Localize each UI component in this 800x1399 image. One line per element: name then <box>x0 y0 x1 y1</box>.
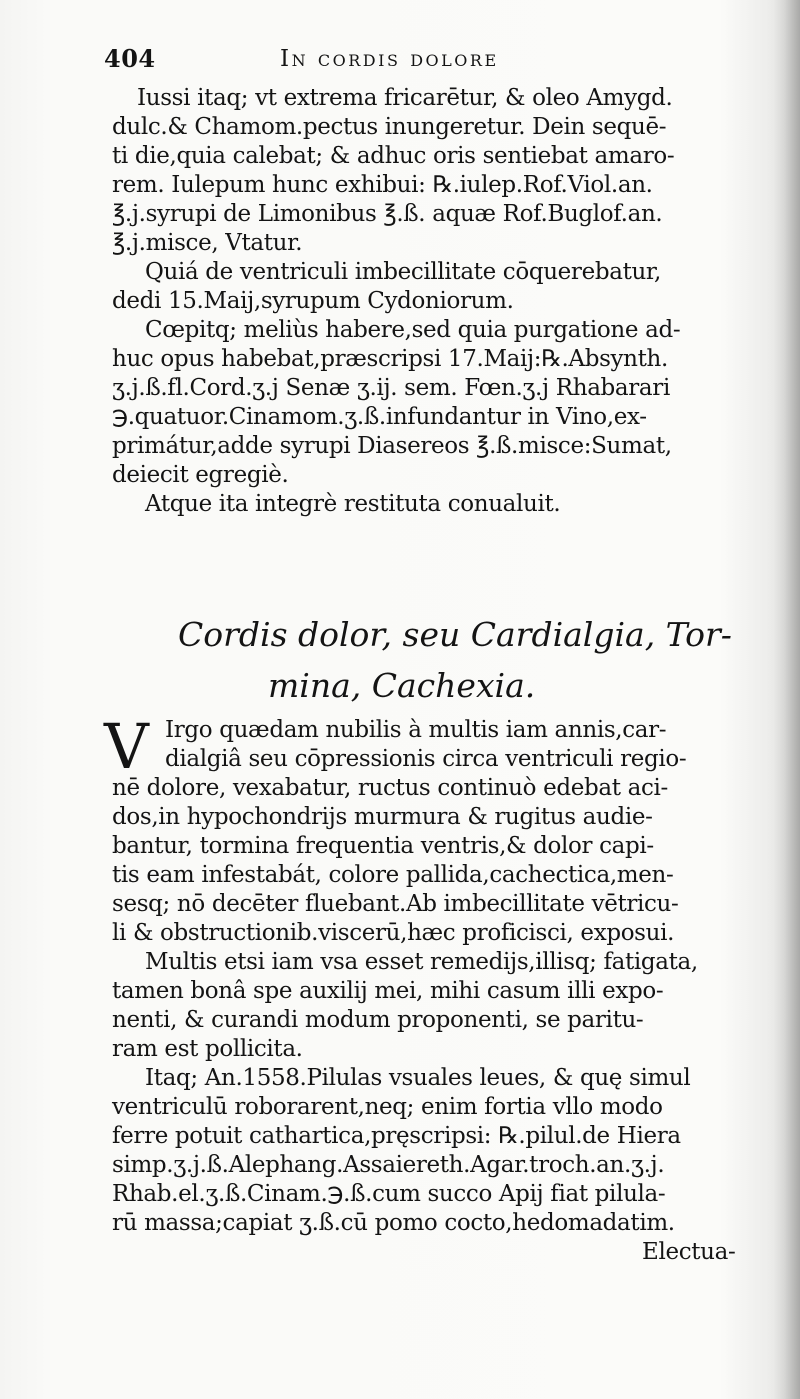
running-title: In cordis dolore <box>280 46 499 72</box>
text-line: Itaq; An.1558.Pilulas vsuales leues, & quę simul <box>145 1065 691 1091</box>
text-line: nē dolore, vexabatur, ructus continuò edebat aci- <box>112 775 668 801</box>
page-number: 404 <box>104 44 156 73</box>
text-line: simp.ʒ.j.ß.Alephang.Assaiereth.Agar.troch.an.ʒ.j. <box>112 1152 665 1178</box>
text-line: ʒ.j.ß.fl.Cord.ʒ.j Senæ ʒ.ij. sem. Fœn.ʒ.j Rhabarari <box>112 375 670 401</box>
text-line: ℈.quatuor.Cinamom.ʒ.ß.infundantur in Vino,ex- <box>112 404 647 430</box>
section-heading-line: Cordis dolor, seu Cardialgia, Tor- <box>178 615 732 654</box>
text-line: Quiá de ventriculi imbecillitate cōquerebatur, <box>145 259 661 285</box>
text-line: Rhab.el.ʒ.ß.Cinam.℈.ß.cum succo Apij fiat pilula- <box>112 1181 666 1207</box>
page-header <box>104 44 744 84</box>
text-line: Multis etsi iam vsa esset remedijs,illisq; fatigata, <box>145 949 698 975</box>
section-heading-line: mina, Cachexia. <box>268 666 536 705</box>
text-line: ti die,quia calebat; & adhuc oris sentiebat amaro- <box>112 143 675 169</box>
text-line: nenti, & curandi modum proponenti, se paritu- <box>112 1007 644 1033</box>
text-line: tamen bonâ spe auxilij mei, mihi casum illi expo- <box>112 978 664 1004</box>
text-line: tis eam infestabát, colore pallida,cachectica,men- <box>112 862 674 888</box>
text-line: ventriculū roborarent,neq; enim fortia vllo modo <box>112 1094 663 1120</box>
drop-capital: V <box>104 710 149 783</box>
text-line: bantur, tormina frequentia ventris,& dolor capi- <box>112 833 654 859</box>
text-line: Atque ita integrè restituta conualuit. <box>145 491 561 517</box>
text-line: Iussi itaq; vt extrema fricarētur, & oleo Amygd. <box>137 85 673 111</box>
text-line: li & obstructionib.viscerū,hæc proficisci, exposui. <box>112 920 675 946</box>
text-line: rū massa;capiat ʒ.ß.cū pomo cocto,hedomadatim. <box>112 1210 675 1236</box>
text-line: ram est pollicita. <box>112 1036 303 1062</box>
text-line: huc opus habebat,præscripsi 17.Maij:℞.Absynth. <box>112 346 668 372</box>
text-line: ℥.j.misce, Vtatur. <box>112 230 303 256</box>
text-line: dulc.& Chamom.pectus inungeretur. Dein sequē- <box>112 114 667 140</box>
text-line: dialgiâ seu cōpressionis circa ventriculi regio- <box>165 746 687 772</box>
text-line: ferre potuit cathartica,pręscripsi: ℞.pilul.de Hiera <box>112 1123 681 1149</box>
text-line: deiecit egregiè. <box>112 462 289 488</box>
text-line: dedi 15.Maij,syrupum Cydoniorum. <box>112 288 514 314</box>
text-line: Irgo quædam nubilis à multis iam annis,car- <box>165 717 667 743</box>
text-line: ℥.j.syrupi de Limonibus ℥.ß. aquæ Rof.Buglof.an. <box>112 201 663 227</box>
text-line: Cœpitq; meliùs habere,sed quia purgatione ad- <box>145 317 681 343</box>
catchword: Electua- <box>642 1239 736 1265</box>
text-line: dos,in hypochondrijs murmura & rugitus audie- <box>112 804 653 830</box>
text-line: primátur,adde syrupi Diasereos ℥.ß.misce:Sumat, <box>112 433 672 459</box>
text-line: rem. Iulepum hunc exhibui: ℞.iulep.Rof.Viol.an. <box>112 172 653 198</box>
text-line: sesq; nō decēter fluebant.Ab imbecillitate vētricu- <box>112 891 679 917</box>
page-gutter-shadow <box>774 0 800 1399</box>
